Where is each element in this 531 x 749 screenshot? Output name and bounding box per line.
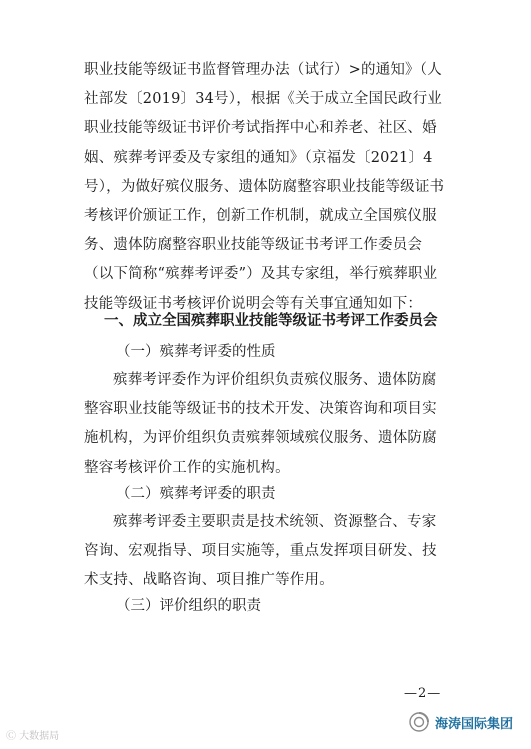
wechat-official-account-icon <box>409 712 429 732</box>
page-number: —2— <box>404 686 442 701</box>
duties-paragraph: 殡葬考评委主要职责是技术统领、资源整合、专家咨询、宏观指导、项目实施等，重点发挥项目研发、技术支持、战略咨询、项目推广等作用。 <box>84 514 437 589</box>
nature-paragraph: 殡葬考评委作为评价组织负责殡仪服务、遗体防腐整容职业技能等级证书的技术开发、决策咨询和项目实施机构，为评价组织负责殡葬领域殡仪服务、遗体防腐整容考核评价工作的实施机构。 <box>84 372 437 476</box>
subsection-title-nature: （一）殡葬考评委的性质 <box>116 344 276 360</box>
source-watermark: Ⓒ 大数据局 <box>6 731 60 742</box>
brand-watermark <box>409 712 513 732</box>
subsection-title-org-duties: （三）评价组织的职责 <box>116 598 261 614</box>
section-heading: 一、成立全国殡葬职业技能等级证书考评工作委员会 <box>104 313 438 329</box>
brand-name: 海涛国际集团 <box>435 716 514 732</box>
intro-paragraph: 职业技能等级证书监督管理办法（试行）>的通知》（人社部发〔2019〕34号），根据《关于成立全国民政行业职业技能等级证书评价考试指挥中心和养老、社区、婚姻、殡葬考评委及专家组的通知》（京福发〔2021〕4号），为做好殡仪服务、遗体防腐整容职业技能等级证书考核评价颁证工作，创新工作机制，就成立全国殡仪服务、遗体防腐整容职业技能等级证书考评工作委员会（以下简称“殡葬考评委”）及其专家组，举行殡葬职业技能等级证书考核评价说明会等有关事宜通知如下： <box>84 62 445 312</box>
subsection-title-duties: （二）殡葬考评委的职责 <box>116 486 276 502</box>
